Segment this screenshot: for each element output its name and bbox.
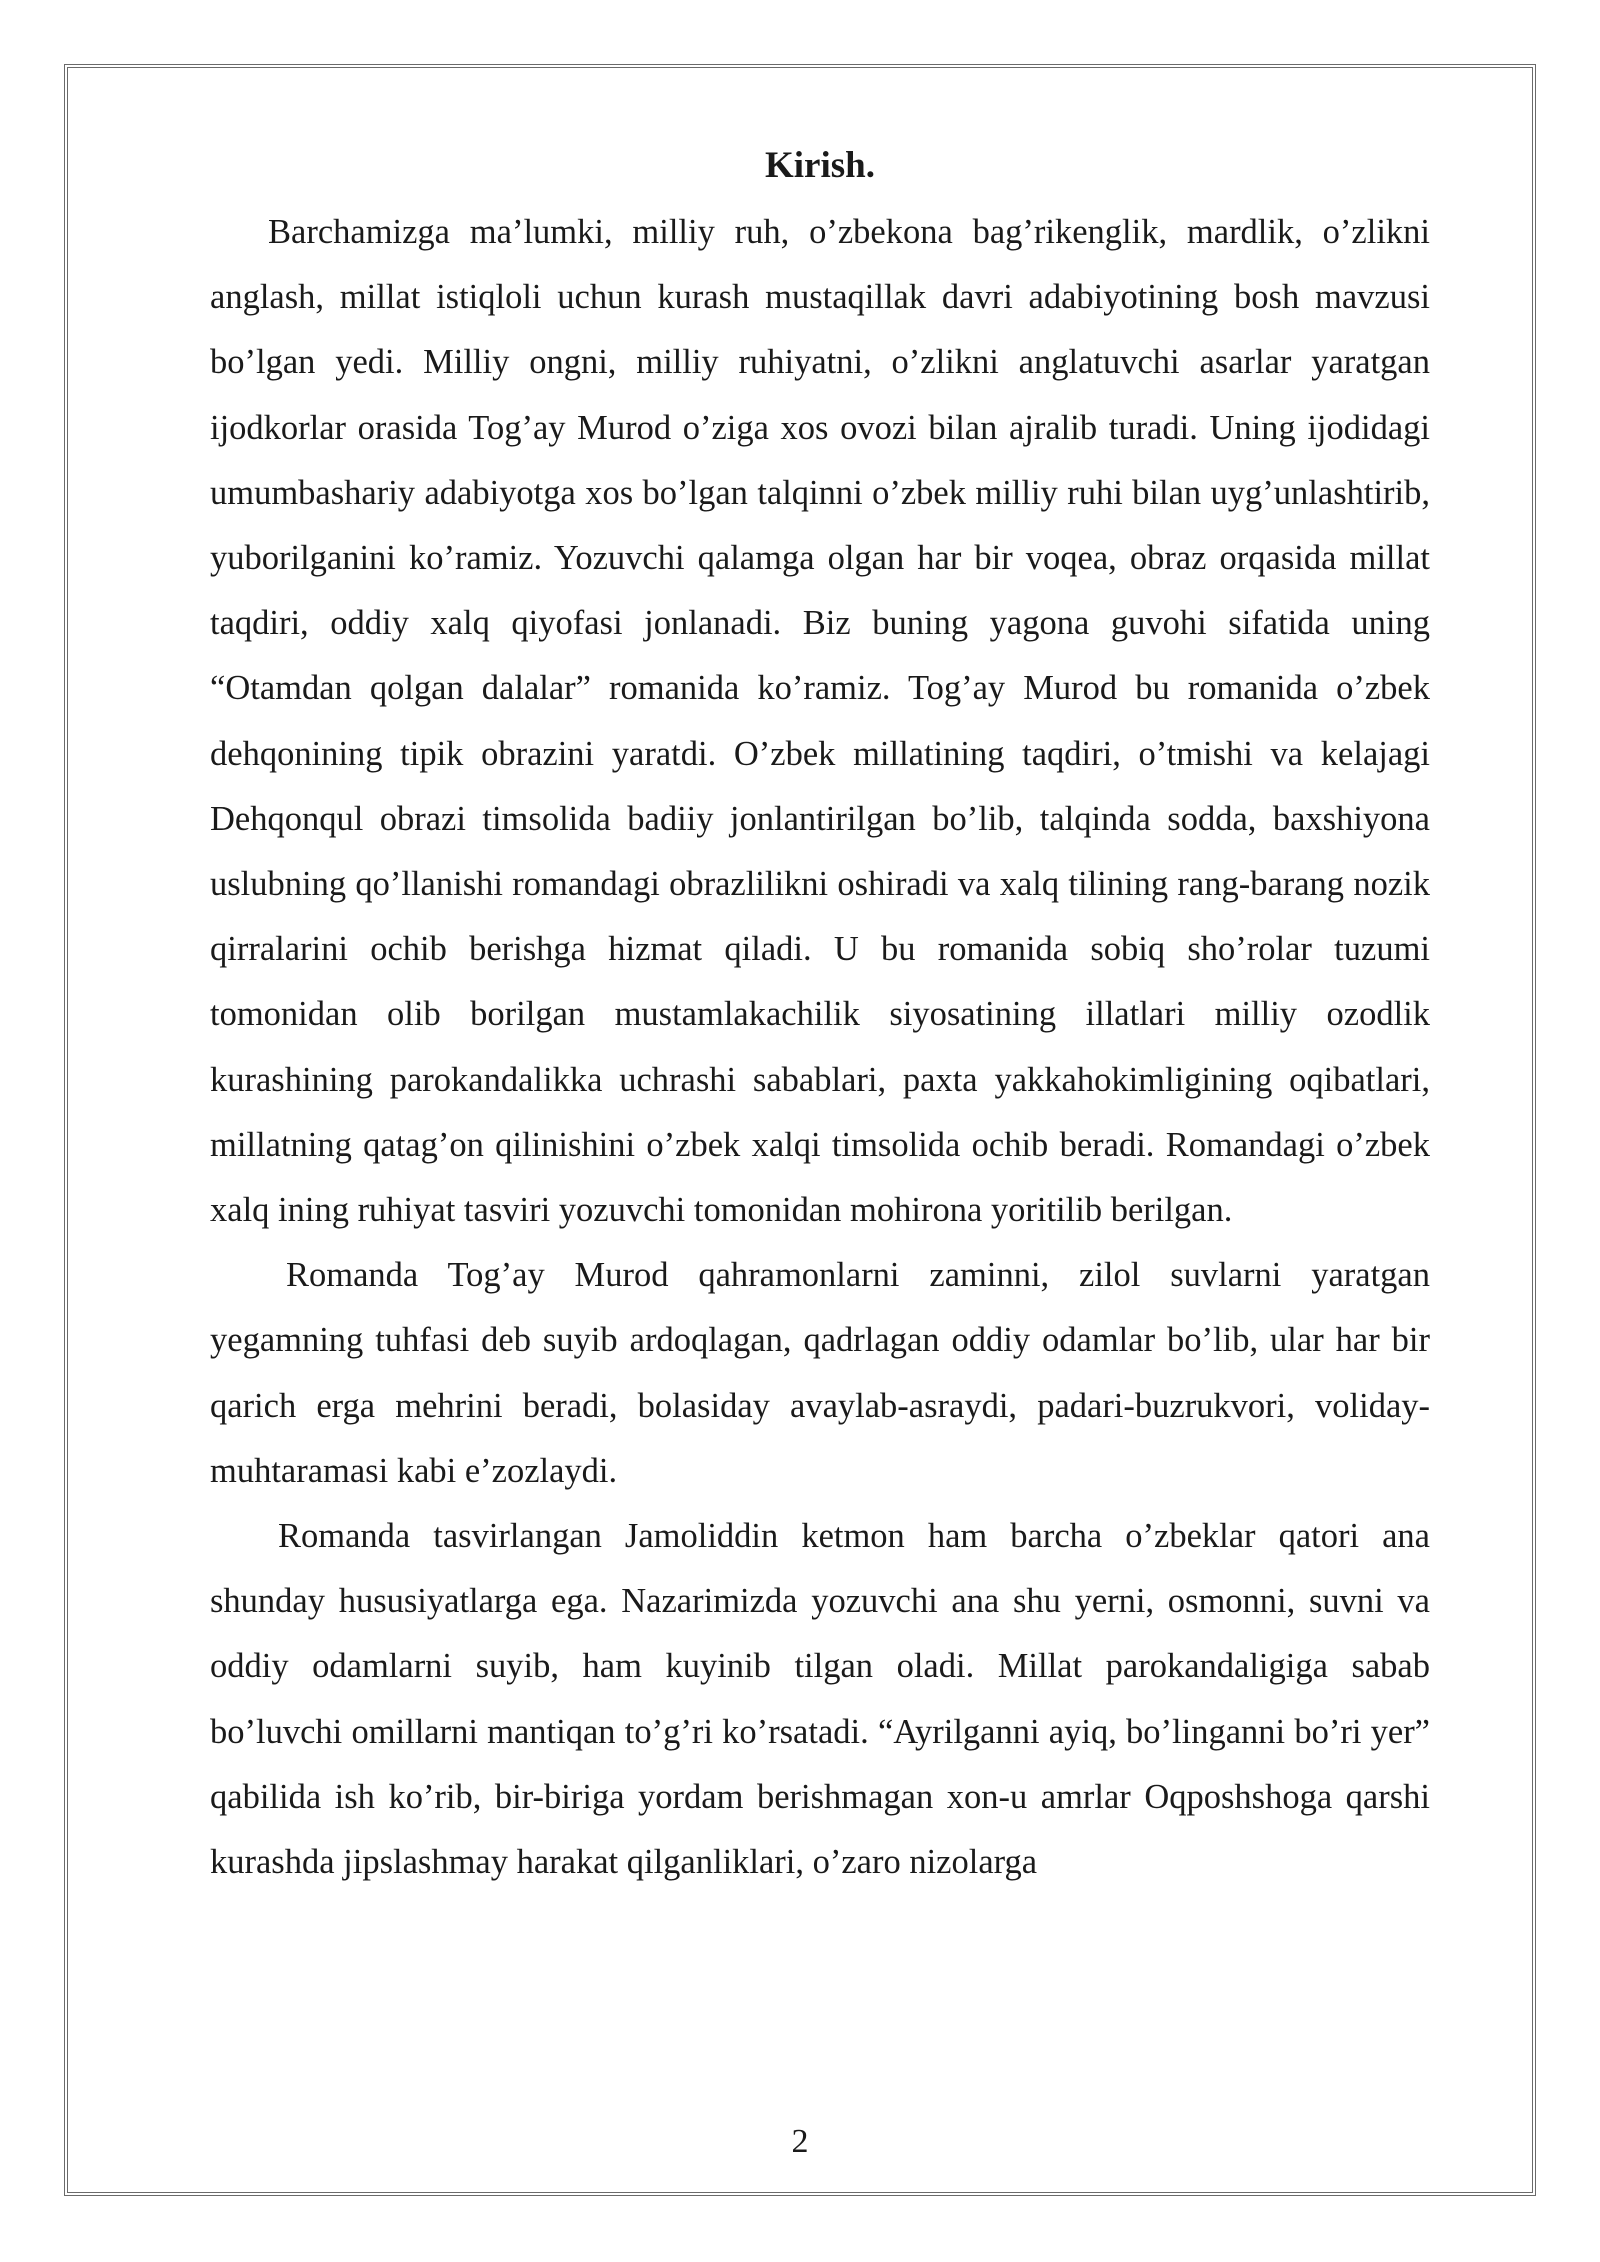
page-number: 2 [791,2123,809,2160]
document-body [210,140,1430,1895]
paragraph-intro: Barchamizga ma’lumki, milliy ruh, o’zbekona bag’rikenglik, mardlik, o’zlikni anglash, millat istiqloli uchun kurash mustaqillak davri adabiyotining bosh mavzusi bo’lgan yedi. Milliy ongni, milliy ruhiyatni, o’zlikni anglatuvchi asarlar yaratgan ijodkorlar orasida Tog’ay Murod o’ziga xos ovozi bilan ajralib turadi. Uning ijodidagi umumbashariy adabiyotga xos bo’lgan talqinni o’zbek milliy ruhi bilan uyg’unlashtirib, yuborilganini ko’ramiz. Yozuvchi qalamga olgan har bir voqea, obraz orqasida millat taqdiri, oddiy xalq qiyofasi jonlanadi. Biz buning yagona guvohi sifatida uning “Otamdan qolgan dalalar” romanida ko’ramiz. Tog’ay Murod bu romanida o’zbek dehqonining tipik obrazini yaratdi. O’zbek millatining taqdiri, o’tmishi va kelajagi Dehqonqul obrazi timsolida badiiy jonlantirilgan bo’lib, talqinda sodda, baxshiyona uslubning qo’llanishi romandagi obrazlilikni oshiradi va xalq tilining rang-barang nozik qirralarini ochib berishga hizmat qiladi. U bu romanida sobiq sho’rolar tuzumi tomonidan olib borilgan mustamlakachilik siyosatining illatlari milliy ozodlik kurashining parokandalikka uchrashi sabablari, paxta yakkahokimligining oqibatlari, millatning qatag’on qilinishini o’zbek xalqi timsolida ochib beradi. Romandagi o’zbek xalq ining ruhiyat tasviri yozuvchi tomonidan mohirona yoritilib berilgan. [210,213,1430,1230]
paragraph-jamoliddin: Romanda tasvirlangan Jamoliddin ketmon ham barcha o’zbeklar qatori ana shunday hususiyatlarga ega. Nazarimizda yozuvchi ana shu yerni, osmonni, suvni va oddiy odamlarni suyib, ham kuyinib tilgan oladi. Millat parokandaligiga sabab bo’luvchi omillarni mantiqan to’g’ri ko’rsatadi. “Ayrilganni ayiq, bo’linganni bo’ri yer” qabilida ish ko’rib, bir-biriga yordam berishmagan xon-u amrlar Oqposhshoga qarshi kurashda jipslashmay harakat qilganliklari, o’zaro nizolarga [210,1517,1430,1882]
document-title: Kirish. [765,145,875,186]
paragraph-heroes: Romanda Tog’ay Murod qahramonlarni zaminni, zilol suvlarni yaratgan yegamning tuhfasi deb suyib ardoqlagan, qadrlagan oddiy odamlar bo’lib, ular har bir qarich erga mehrini beradi, bolasiday avaylab-asraydi, padari-buzrukvori, voliday-muhtaramasi kabi e’zozlaydi. [210,1256,1430,1490]
